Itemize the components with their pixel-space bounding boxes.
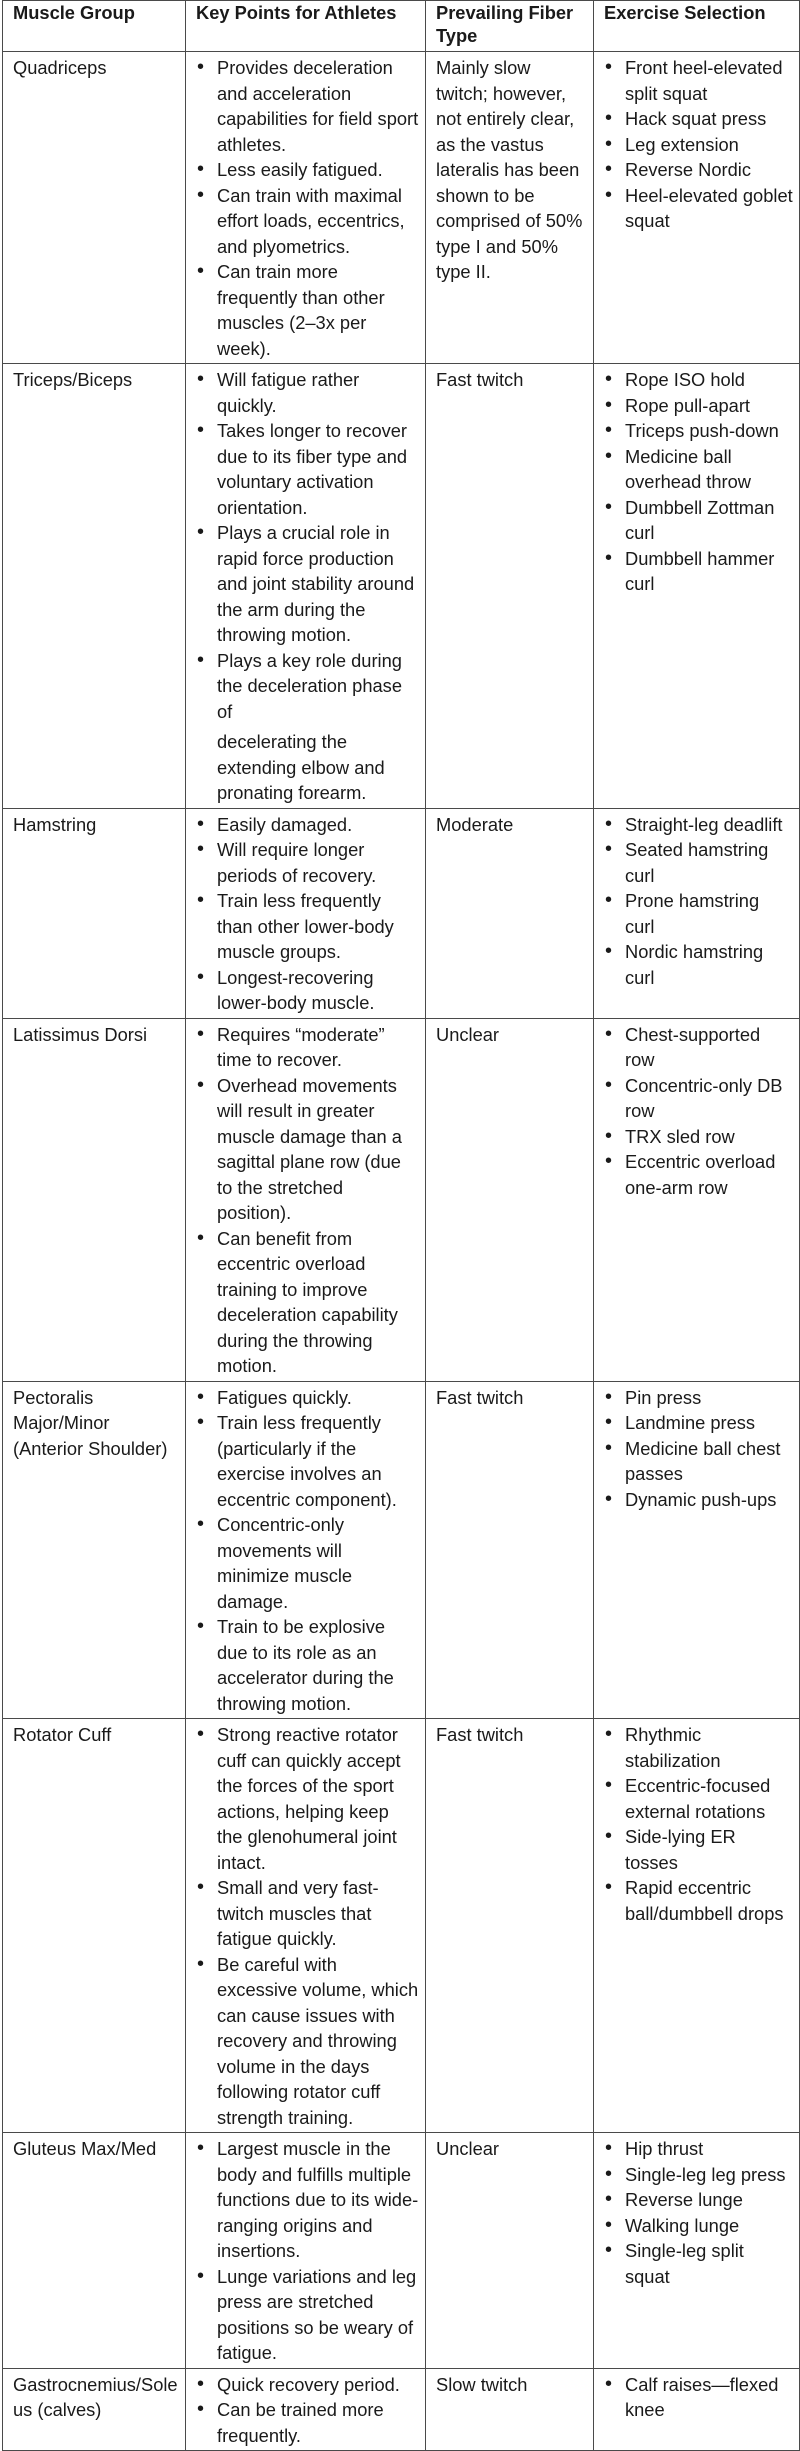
key-point: • Can benefit from eccentric overload training to improve deceleration capability during the throwing motion. [196,1226,419,1379]
exercise-item: • Straight-leg deadlift [604,812,793,838]
key-point: • Takes longer to recover due to its fiber type and voluntary activation orientation. [196,418,419,520]
key-points-cell-continued: decelerating the extending elbow and pronating forearm. [186,726,426,808]
exercise-item: • Heel-elevated goblet squat [604,183,793,234]
exercise-item: • Reverse lunge [604,2187,793,2213]
exercise-cell [594,364,800,727]
key-point: • Can train more frequently than other muscles (2–3x per week). [196,259,419,361]
key-point: • Will require longer periods of recovery. [196,837,419,888]
fiber-type-cell: Slow twitch [426,2368,594,2451]
key-point: • Train to be explosive due to its role as an accelerator during the throwing motion. [196,1614,419,1716]
exercise-cell-continued [594,726,800,808]
table-row [3,2133,800,2369]
muscle-group-cell: Hamstring [3,808,186,1018]
exercise-item: • Triceps push-down [604,418,793,444]
exercise-cell [594,1719,800,2133]
fiber-type-cell: Unclear [426,2133,594,2369]
key-point: • Quick recovery period. [196,2372,419,2398]
table-row [3,2368,800,2451]
exercise-item: • Dynamic push-ups [604,1487,793,1513]
key-points-cell [186,2133,426,2369]
muscle-group-cell: Gastrocnemius/Soleus (calves) [3,2368,186,2451]
key-points-cell [186,1018,426,1381]
key-point: • Plays a key role during the deceleration phase of [196,648,419,725]
exercise-item: • Dumbbell hammer curl [604,546,793,597]
key-point: • Strong reactive rotator cuff can quickly accept the forces of the sport actions, helping keep the glenohumeral joint intact. [196,1722,419,1875]
key-points-cell [186,364,426,727]
exercise-item: • Medicine ball overhead throw [604,444,793,495]
exercise-cell [594,2368,800,2451]
muscle-training-table [2,0,800,2451]
exercise-item: • Calf raises—flexed knee [604,2372,793,2423]
exercise-item: • Eccentric-focused external rotations [604,1773,793,1824]
key-points-cell [186,52,426,364]
key-point: • Largest muscle in the body and fulfills multiple functions due to its wide-ranging origins and insertions. [196,2136,419,2264]
header-key-points: Key Points for Athletes [186,1,426,52]
exercise-item: • Rapid eccentric ball/dumbbell drops [604,1875,793,1926]
key-point: • Concentric-only movements will minimize muscle damage. [196,1512,419,1614]
key-points-cell [186,1381,426,1719]
key-points-cell [186,2368,426,2451]
exercise-item: • Nordic hamstring curl [604,939,793,990]
exercise-item: • Front heel-elevated split squat [604,55,793,106]
exercise-item: • Leg extension [604,132,793,158]
exercise-item: • Concentric-only DB row [604,1073,793,1124]
exercise-item: • Single-leg leg press [604,2162,793,2188]
table-row-continued [3,726,800,808]
muscle-group-cell: Pectoralis Major/Minor (Anterior Shoulder) [3,1381,186,1719]
fiber-type-cell: Fast twitch [426,1719,594,2133]
key-point: • Train less frequently than other lower-body muscle groups. [196,888,419,965]
fiber-type-cell: Moderate [426,808,594,1018]
key-point: • Provides deceleration and acceleration capabilities for field sport athletes. [196,55,419,157]
exercise-item: • Seated hamstring curl [604,837,793,888]
key-point: • Small and very fast-twitch muscles that fatigue quickly. [196,1875,419,1952]
exercise-cell [594,808,800,1018]
exercise-item: • Rhythmic stabilization [604,1722,793,1773]
exercise-item: • TRX sled row [604,1124,793,1150]
muscle-group-cell: Triceps/Biceps [3,364,186,727]
exercise-item: • Dumbbell Zottman curl [604,495,793,546]
key-point: • Overhead movements will result in greater muscle damage than a sagittal plane row (due to the stretched position). [196,1073,419,1226]
exercise-cell [594,2133,800,2369]
key-point: • Be careful with excessive volume, which can cause issues with recovery and throwing volume in the days following rotator cuff strength training. [196,1952,419,2131]
key-point: • Fatigues quickly. [196,1385,419,1411]
fiber-type-cell: Unclear [426,1018,594,1381]
header-muscle-group: Muscle Group [3,1,186,52]
key-point: • Longest-recovering lower-body muscle. [196,965,419,1016]
exercise-item: • Hack squat press [604,106,793,132]
table-row [3,1018,800,1381]
exercise-item: • Rope pull-apart [604,393,793,419]
exercise-cell [594,1381,800,1719]
key-point: • Requires “moderate” time to recover. [196,1022,419,1073]
exercise-item: • Reverse Nordic [604,157,793,183]
table-row [3,1719,800,2133]
muscle-group-cell: Latissimus Dorsi [3,1018,186,1381]
fiber-type-cell: Fast twitch [426,1381,594,1719]
fiber-type-cell-continued [426,726,594,808]
exercise-item: • Prone hamstring curl [604,888,793,939]
exercise-item: • Walking lunge [604,2213,793,2239]
exercise-item: • Medicine ball chest passes [604,1436,793,1487]
header-exercise-selection: Exercise Selection [594,1,800,52]
fiber-type-cell: Fast twitch [426,364,594,727]
exercise-cell [594,1018,800,1381]
exercise-item: • Side-lying ER tosses [604,1824,793,1875]
key-point: • Will fatigue rather quickly. [196,367,419,418]
key-point: • Less easily fatigued. [196,157,419,183]
key-point: • Plays a crucial role in rapid force production and joint stability around the arm during the throwing motion. [196,520,419,648]
muscle-group-cell: Rotator Cuff [3,1719,186,2133]
key-points-cell [186,808,426,1018]
muscle-group-cell: Gluteus Max/Med [3,2133,186,2369]
key-point: • Can train with maximal effort loads, eccentrics, and plyometrics. [196,183,419,260]
exercise-item: • Eccentric overload one-arm row [604,1149,793,1200]
table-row [3,1381,800,1719]
exercise-item: • Chest-supported row [604,1022,793,1073]
key-points-cell [186,1719,426,2133]
header-fiber-type: Prevailing Fiber Type [426,1,594,52]
exercise-item: • Landmine press [604,1410,793,1436]
exercise-item: • Pin press [604,1385,793,1411]
header-row [3,1,800,52]
muscle-group-cell: Quadriceps [3,52,186,364]
table-row [3,808,800,1018]
exercise-item: • Rope ISO hold [604,367,793,393]
muscle-group-cell-continued [3,726,186,808]
key-point: • Train less frequently (particularly if the exercise involves an eccentric component). [196,1410,419,1512]
exercise-item: • Hip thrust [604,2136,793,2162]
key-point: • Can be trained more frequently. [196,2397,419,2448]
exercise-item: • Single-leg split squat [604,2238,793,2289]
table-row [3,364,800,727]
key-point: • Lunge variations and leg press are stretched positions so be weary of fatigue. [196,2264,419,2366]
key-point: • Easily damaged. [196,812,419,838]
exercise-cell [594,52,800,364]
table-row [3,52,800,364]
fiber-type-cell: Mainly slow twitch; however, not entirely clear, as the vastus lateralis has been shown to be comprised of 50% type I and 50% type II. [426,52,594,364]
